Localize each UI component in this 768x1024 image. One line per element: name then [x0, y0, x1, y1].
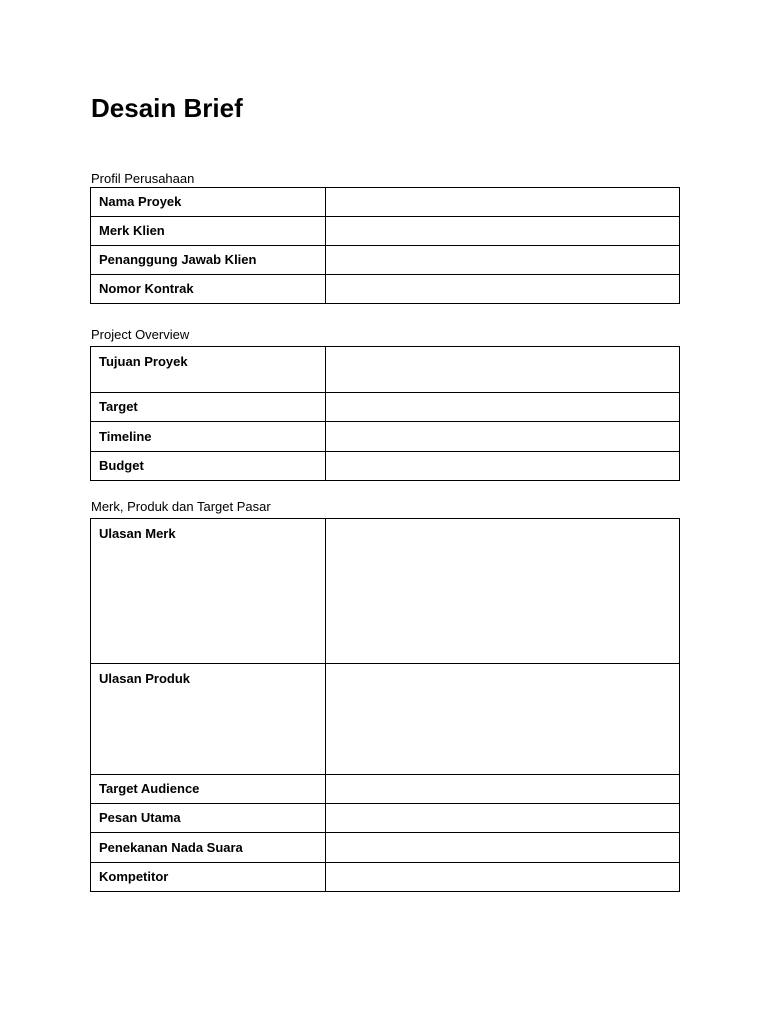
- field-label-tujuan-proyek: Tujuan Proyek: [91, 347, 326, 393]
- table-row: [91, 246, 680, 275]
- field-value-kompetitor[interactable]: [326, 863, 680, 892]
- field-value-target[interactable]: [326, 393, 680, 422]
- field-label-budget: Budget: [91, 452, 326, 481]
- field-label-merk-klien: Merk Klien: [91, 217, 326, 246]
- field-value-budget[interactable]: [326, 452, 680, 481]
- field-value-ulasan-produk[interactable]: [326, 664, 680, 775]
- project-overview-table: [90, 346, 680, 481]
- field-value-penekanan-nada-suara[interactable]: [326, 833, 680, 863]
- field-label-nomor-kontrak: Nomor Kontrak: [91, 275, 326, 304]
- table-row: [91, 833, 680, 863]
- section-heading-company-profile: Profil Perusahaan: [91, 171, 195, 186]
- table-row: [91, 393, 680, 422]
- field-value-tujuan-proyek[interactable]: [326, 347, 680, 393]
- field-label-ulasan-merk: Ulasan Merk: [91, 519, 326, 664]
- document-title: Desain Brief: [91, 93, 243, 123]
- table-row: [91, 347, 680, 393]
- field-value-penanggung-jawab-klien[interactable]: [326, 246, 680, 275]
- table-row: [91, 519, 680, 664]
- table-row: [91, 188, 680, 217]
- table-row: [91, 422, 680, 452]
- table-row: [91, 664, 680, 775]
- field-value-timeline[interactable]: [326, 422, 680, 452]
- field-label-target-audience: Target Audience: [91, 775, 326, 804]
- section-heading-brand-product-market: Merk, Produk dan Target Pasar: [91, 499, 271, 514]
- field-value-nama-proyek[interactable]: [326, 188, 680, 217]
- brand-product-market-table: [90, 518, 680, 892]
- field-value-merk-klien[interactable]: [326, 217, 680, 246]
- field-value-pesan-utama[interactable]: [326, 804, 680, 833]
- table-row: [91, 775, 680, 804]
- field-label-nama-proyek: Nama Proyek: [91, 188, 326, 217]
- section-heading-project-overview: Project Overview: [91, 327, 190, 342]
- table-row: [91, 452, 680, 481]
- field-value-ulasan-merk[interactable]: [326, 519, 680, 664]
- table-row: [91, 217, 680, 246]
- field-label-ulasan-produk: Ulasan Produk: [91, 664, 326, 775]
- field-value-target-audience[interactable]: [326, 775, 680, 804]
- field-label-penanggung-jawab-klien: Penanggung Jawab Klien: [91, 246, 326, 275]
- table-row: [91, 863, 680, 892]
- field-label-timeline: Timeline: [91, 422, 326, 452]
- field-label-penekanan-nada-suara: Penekanan Nada Suara: [91, 833, 326, 863]
- company-profile-table: [90, 187, 680, 304]
- table-row: [91, 804, 680, 833]
- field-label-pesan-utama: Pesan Utama: [91, 804, 326, 833]
- table-row: [91, 275, 680, 304]
- field-value-nomor-kontrak[interactable]: [326, 275, 680, 304]
- field-label-kompetitor: Kompetitor: [91, 863, 326, 892]
- field-label-target: Target: [91, 393, 326, 422]
